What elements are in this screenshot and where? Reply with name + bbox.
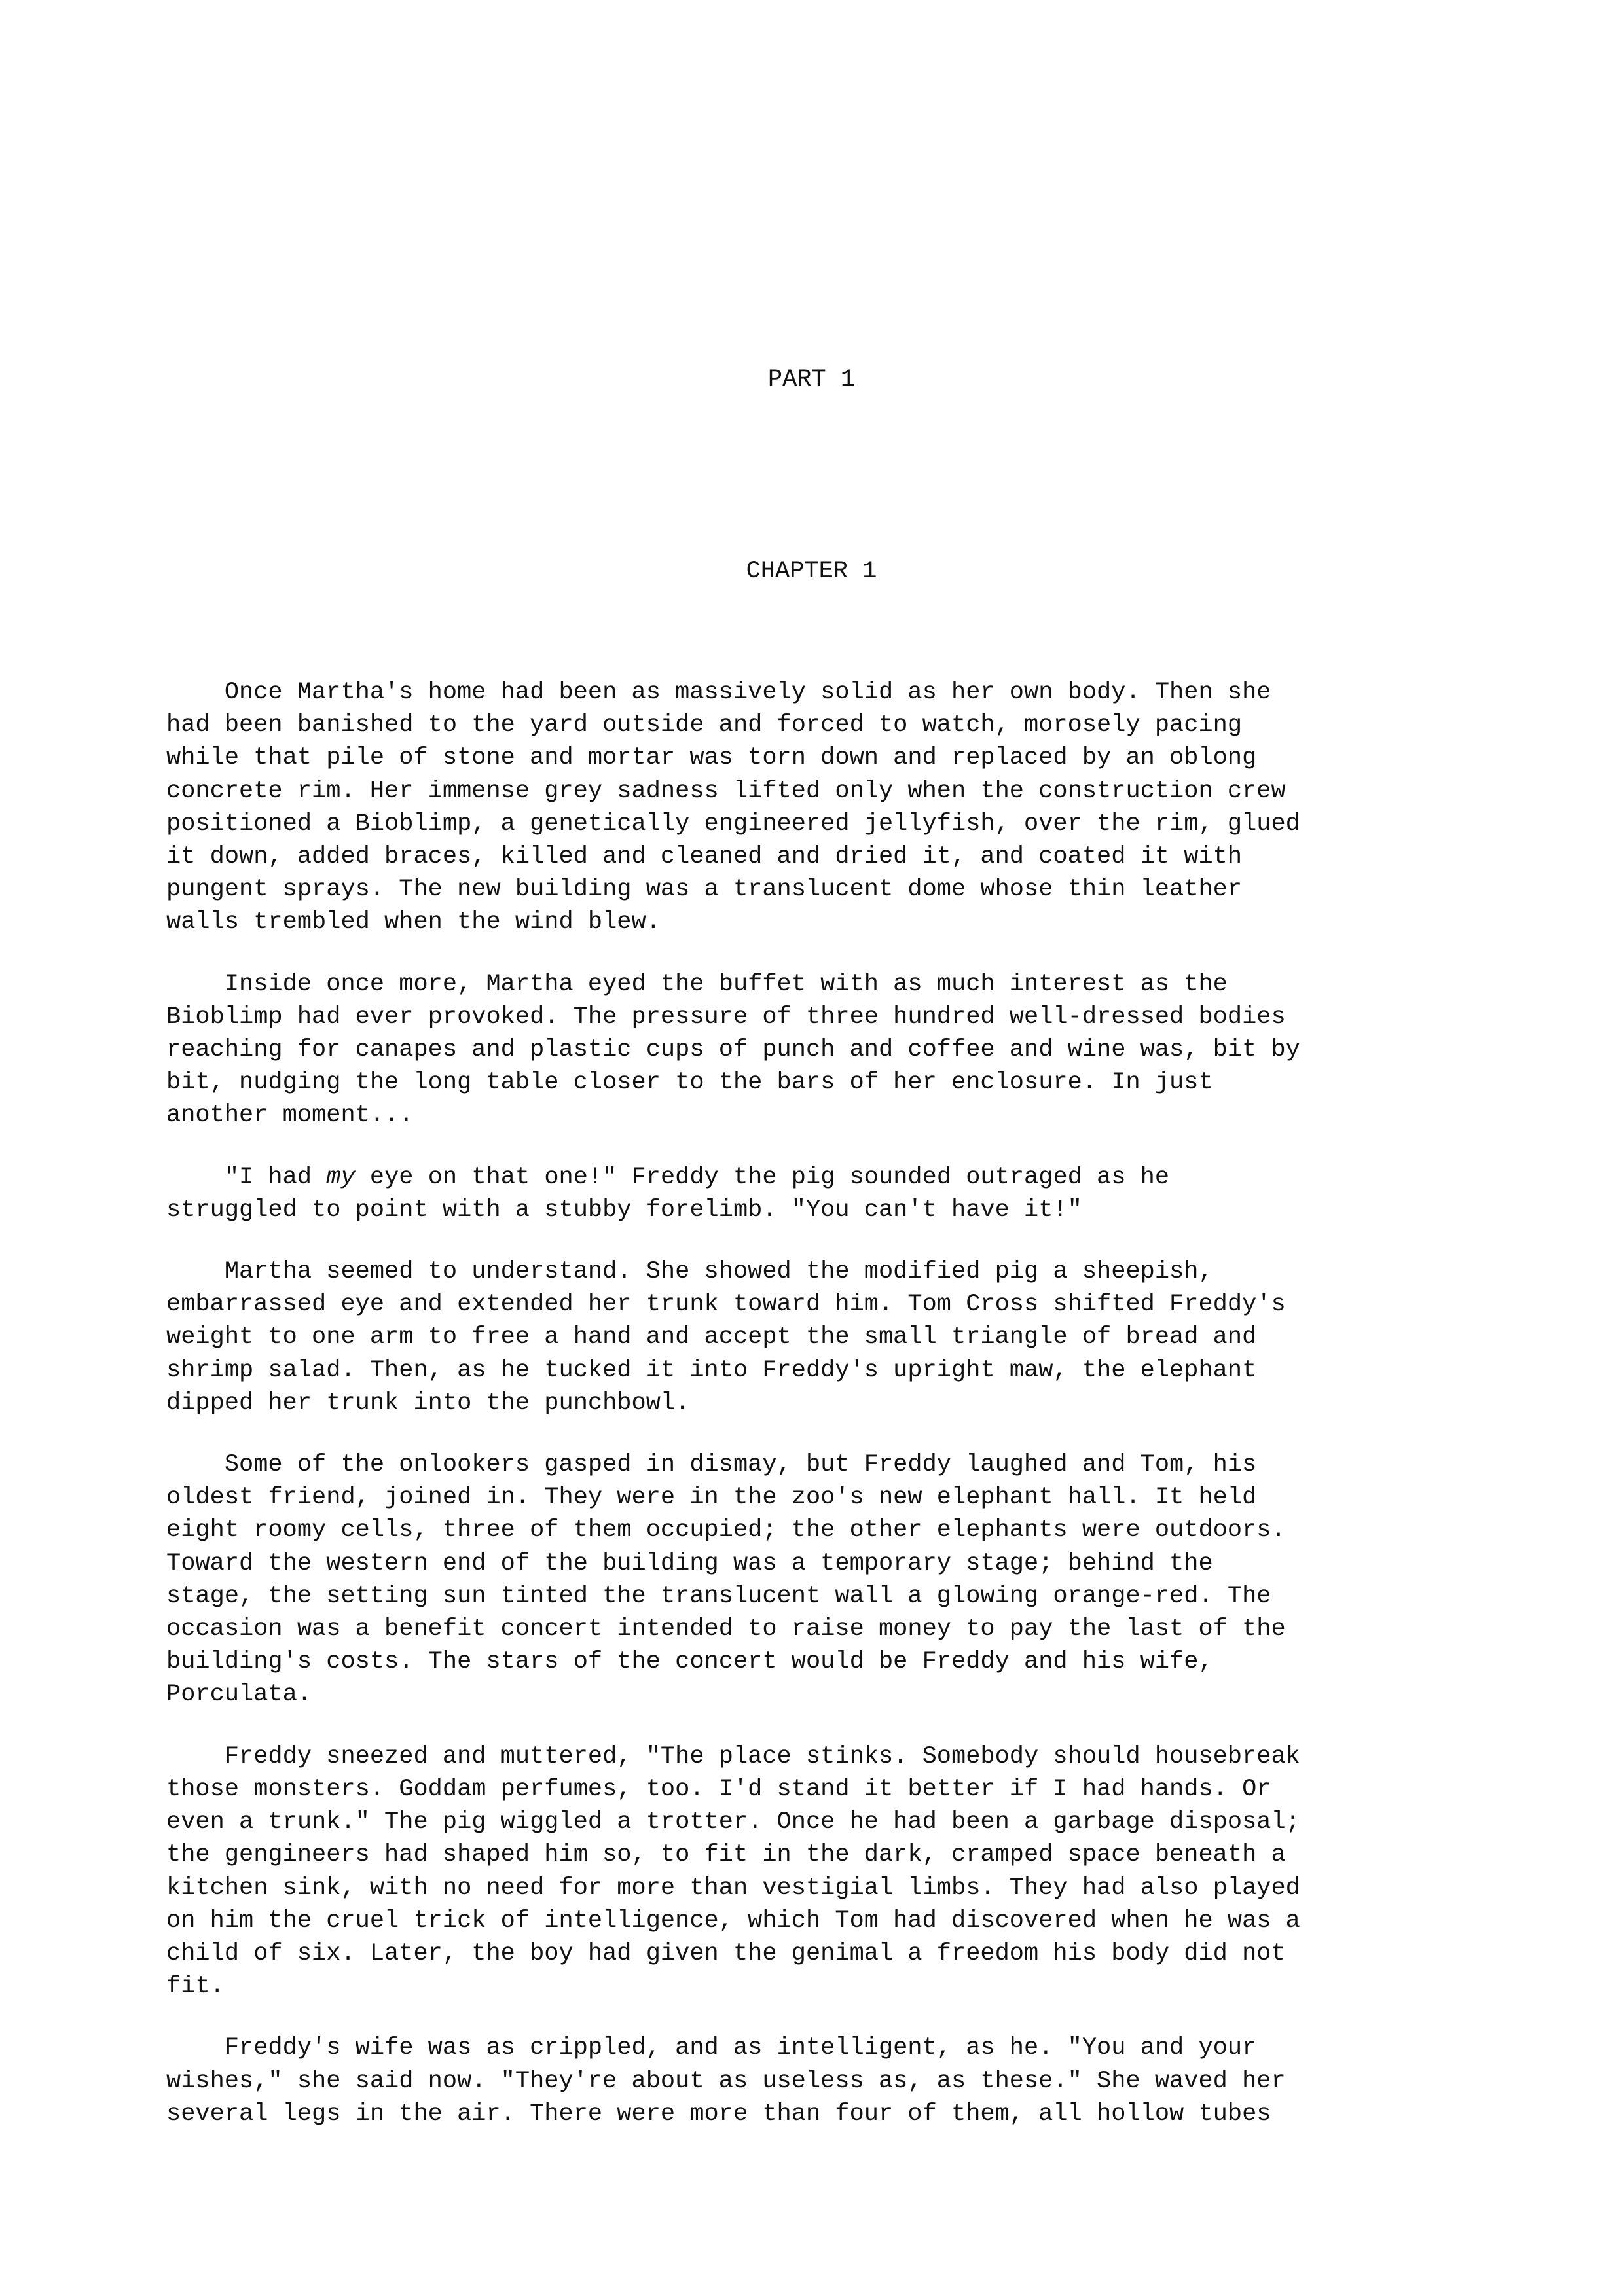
text-line: concrete rim. Her immense grey sadness lifted only when the construction crew xyxy=(166,777,1286,805)
text-line: Once Martha's home had been as massively solid as her own body. Then she xyxy=(166,679,1271,706)
text-line: fit. xyxy=(166,1973,225,2001)
text-line: oldest friend, joined in. They were in the zoo's new elephant hall. It held xyxy=(166,1484,1257,1512)
text-line: walls trembled when the wind blew. xyxy=(166,908,661,937)
text-segment: eye on that one!" Freddy the pig sounded outraged as he xyxy=(355,1163,1170,1191)
text-line: pungent sprays. The new building was a translucent dome whose thin leather xyxy=(166,876,1243,904)
text-line: shrimp salad. Then, as he tucked it into Freddy's upright maw, the elephant xyxy=(166,1356,1257,1384)
text-line: while that pile of stone and mortar was torn down and replaced by an oblong xyxy=(166,744,1257,772)
text-segment: "I had xyxy=(166,1163,327,1191)
text-line: Porculata. xyxy=(166,1681,312,1709)
text-line: Freddy's wife was as crippled, and as intelligent, as he. "You and your xyxy=(166,2034,1257,2062)
text-line: wishes," she said now. "They're about as useless as, as these." She waved her xyxy=(166,2067,1286,2095)
text-line: reaching for canapes and plastic cups of punch and coffee and wine was, bit by xyxy=(166,1036,1300,1064)
text-line: those monsters. Goddam perfumes, too. I'd stand it better if I had hands. Or xyxy=(166,1775,1271,1803)
text-line: Inside once more, Martha eyed the buffet with as much interest as the xyxy=(166,970,1228,998)
paragraph xyxy=(166,1161,1489,1227)
text-line: child of six. Later, the boy had given the genimal a freedom his body did not xyxy=(166,1939,1286,1967)
text-line xyxy=(166,1161,1489,1194)
text-line: Some of the onlookers gasped in dismay, but Freddy laughed and Tom, his xyxy=(166,1451,1257,1479)
text-line: Freddy sneezed and muttered, "The place stinks. Somebody should housebreak xyxy=(166,1742,1300,1770)
text-line: another moment... xyxy=(166,1102,414,1130)
emphasized-word: my xyxy=(326,1163,356,1191)
text-line: building's costs. The stars of the concert would be Freddy and his wife, xyxy=(166,1648,1213,1676)
text-line: even a trunk." The pig wiggled a trotter. Once he had been a garbage disposal; xyxy=(166,1808,1300,1837)
text-line: several legs in the air. There were more than four of them, all hollow tubes xyxy=(166,2100,1271,2128)
text-line: positioned a Bioblimp, a genetically engineered jellyfish, over the rim, glued xyxy=(166,810,1300,838)
text-line: eight roomy cells, three of them occupied; the other elephants were outdoors. xyxy=(166,1516,1286,1545)
paragraph xyxy=(166,1448,1489,1712)
text-line: stage, the setting sun tinted the translucent wall a glowing orange-red. The xyxy=(166,1582,1271,1610)
paragraph xyxy=(166,968,1489,1132)
chapter-body xyxy=(166,676,1489,2159)
text-line: Toward the western end of the building was a temporary stage; behind the xyxy=(166,1549,1213,1577)
text-line: it down, added braces, killed and cleaned and dried it, and coated it with xyxy=(166,843,1243,871)
paragraph xyxy=(166,2032,1489,2130)
text-line: had been banished to the yard outside and forced to watch, morosely pacing xyxy=(166,711,1243,740)
part-heading: PART 1 xyxy=(767,366,856,393)
text-line: struggled to point with a stubby forelimb. "You can't have it!" xyxy=(166,1196,1082,1224)
text-line: occasion was a benefit concert intended to raise money to pay the last of the xyxy=(166,1615,1286,1643)
text-line: embarrassed eye and extended her trunk toward him. Tom Cross shifted Freddy's xyxy=(166,1291,1286,1319)
text-line: weight to one arm to free a hand and accept the small triangle of bread and xyxy=(166,1323,1257,1352)
chapter-heading: CHAPTER 1 xyxy=(746,558,877,585)
text-line: dipped her trunk into the punchbowl. xyxy=(166,1389,690,1417)
text-line: bit, nudging the long table closer to the bars of her enclosure. In just xyxy=(166,1069,1213,1097)
paragraph xyxy=(166,1255,1489,1420)
text-line: kitchen sink, with no need for more than vestigial limbs. They had also played xyxy=(166,1874,1300,1902)
text-line: Bioblimp had ever provoked. The pressure of three hundred well-dressed bodies xyxy=(166,1003,1286,1031)
paragraph xyxy=(166,676,1489,939)
text-line: Martha seemed to understand. She showed the modified pig a sheepish, xyxy=(166,1258,1213,1286)
text-line: the gengineers had shaped him so, to fit in the dark, cramped space beneath a xyxy=(166,1841,1286,1869)
text-line: on him the cruel trick of intelligence, which Tom had discovered when he was a xyxy=(166,1907,1300,1935)
paragraph xyxy=(166,1740,1489,2003)
